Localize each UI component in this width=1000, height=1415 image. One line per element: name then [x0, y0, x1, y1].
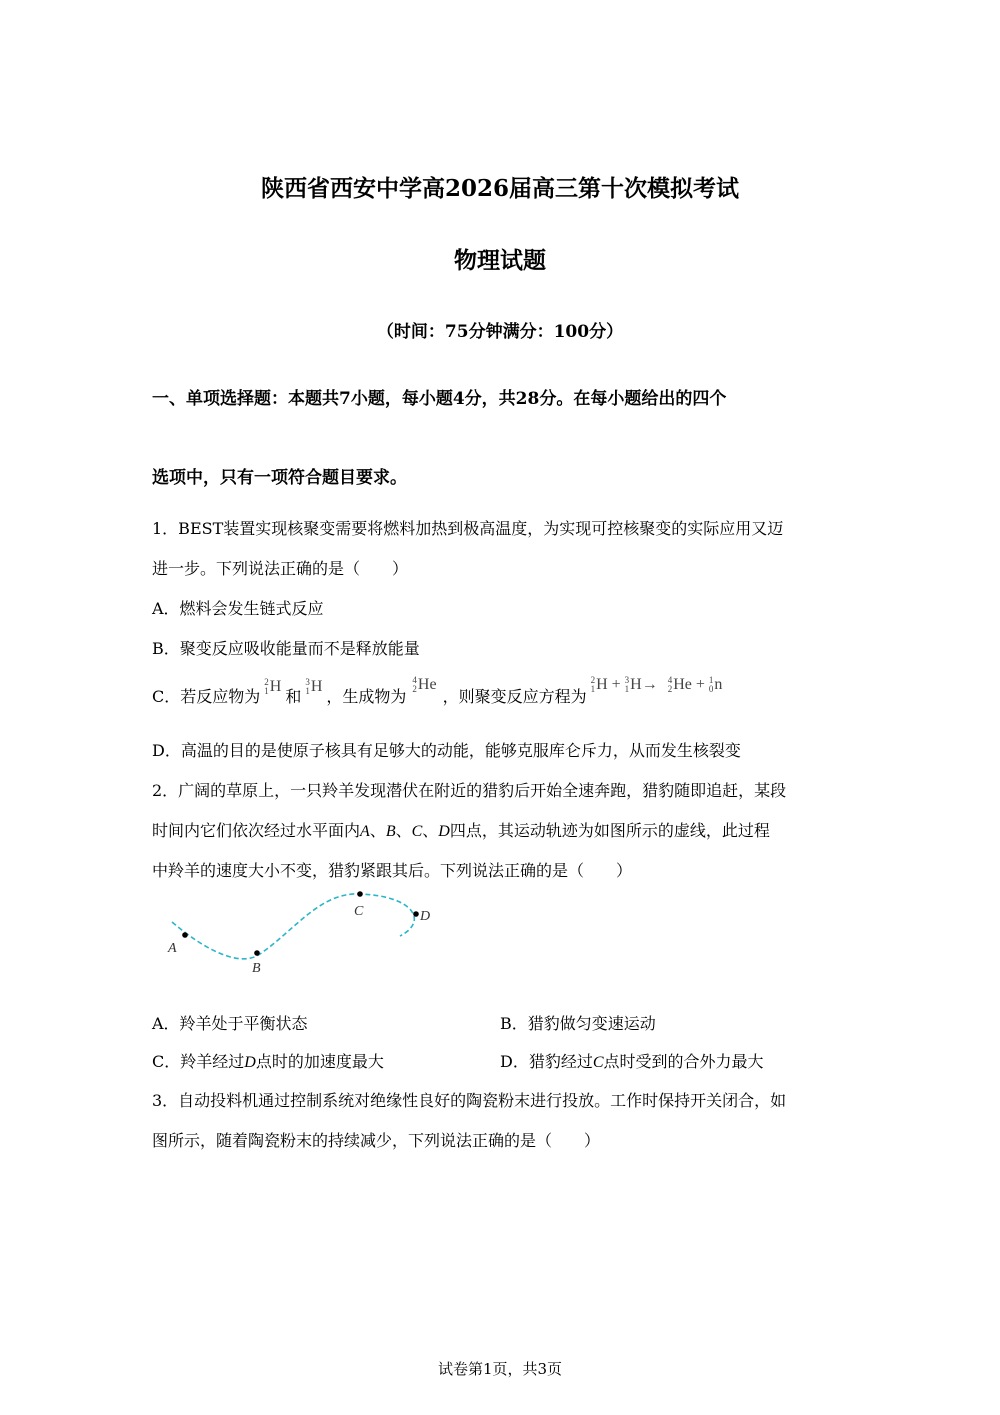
q1-stem-line2: 进一步。下列说法正确的是（ ） — [152, 559, 409, 578]
trajectory-figure — [160, 880, 450, 980]
q2-option-d: D．猎豹经过C点时受到的合外力最大 — [500, 1052, 764, 1071]
label-c: C — [354, 904, 364, 919]
q1-option-a: A．燃料会发生链式反应 — [152, 599, 324, 618]
q1-option-b: B．聚变反应吸收能量而不是释放能量 — [152, 639, 420, 658]
q1-option-d: D．高温的目的是使原子核具有足够大的动能，能够克服库仑斥力，从而发生核裂变 — [152, 741, 741, 760]
deuterium-nuclide: 2 1 H — [264, 677, 282, 697]
trajectory-path — [172, 894, 414, 959]
q1-option-c-prefix: C．若反应物为 — [152, 686, 261, 706]
exam-info: （时间：75分钟满分：100分） — [376, 322, 624, 342]
label-b: B — [252, 961, 261, 976]
subject-title: 物理试题 — [454, 247, 546, 274]
exam-title: 陕西省西安中学高2026届高三第十次模拟考试 — [260, 175, 739, 202]
q2-stem-line1: 2．广阔的草原上，一只羚羊发现潜伏在附近的猎豹后开始全速奔跑，猎豹随即追赶，某段 — [152, 781, 787, 800]
section-heading-line1: 一、单项选择题：本题共7小题，每小题4分，共28分。在每小题给出的四个 — [152, 389, 727, 409]
fusion-equation: 2 1 H + 3 1 H→ 4 2 He + 1 0 n — [590, 675, 723, 695]
point-d-dot — [413, 911, 419, 917]
label-a: A — [168, 941, 177, 956]
q2-stem-line2: 时间内它们依次经过水平面内A、B、C、D四点，其运动轨迹为如图所示的虚线，此过程 — [152, 821, 770, 840]
q1-option-c — [152, 675, 723, 712]
point-b-dot — [254, 950, 260, 956]
q3-stem-line2: 图所示，随着陶瓷粉末的持续减少，下列说法正确的是（ ） — [152, 1131, 601, 1150]
q1-option-c-product: ，生成物为 — [326, 686, 407, 706]
q2-option-b: B．猎豹做匀变速运动 — [500, 1014, 656, 1033]
page-footer: 试卷第1页，共3页 — [437, 1360, 563, 1378]
q2-option-a: A．羚羊处于平衡状态 — [152, 1014, 308, 1033]
q2-stem-line3: 中羚羊的速度大小不变，猎豹紧跟其后。下列说法正确的是（ ） — [152, 861, 633, 880]
point-c-dot — [357, 891, 363, 897]
q3-stem-line1: 3．自动投料机通过控制系统对绝缘性良好的陶瓷粉末进行投放。工作时保持开关闭合，如 — [152, 1091, 787, 1110]
tritium-nuclide: 3 1 H — [305, 677, 323, 697]
label-d: D — [420, 909, 431, 924]
section-heading-line2: 选项中，只有一项符合题目要求。 — [152, 468, 407, 488]
point-a-dot — [182, 932, 188, 938]
q1-option-c-eq-label: ，则聚变反应方程为 — [442, 686, 587, 706]
q2-option-c: C．羚羊经过D点时的加速度最大 — [152, 1052, 384, 1071]
q1-stem-line1: 1．BEST装置实现核聚变需要将燃料加热到极高温度，为实现可控核聚变的实际应用又迈 — [152, 519, 784, 538]
q1-option-c-and: 和 — [285, 686, 302, 706]
helium-nuclide: 4 2 He — [412, 675, 437, 695]
